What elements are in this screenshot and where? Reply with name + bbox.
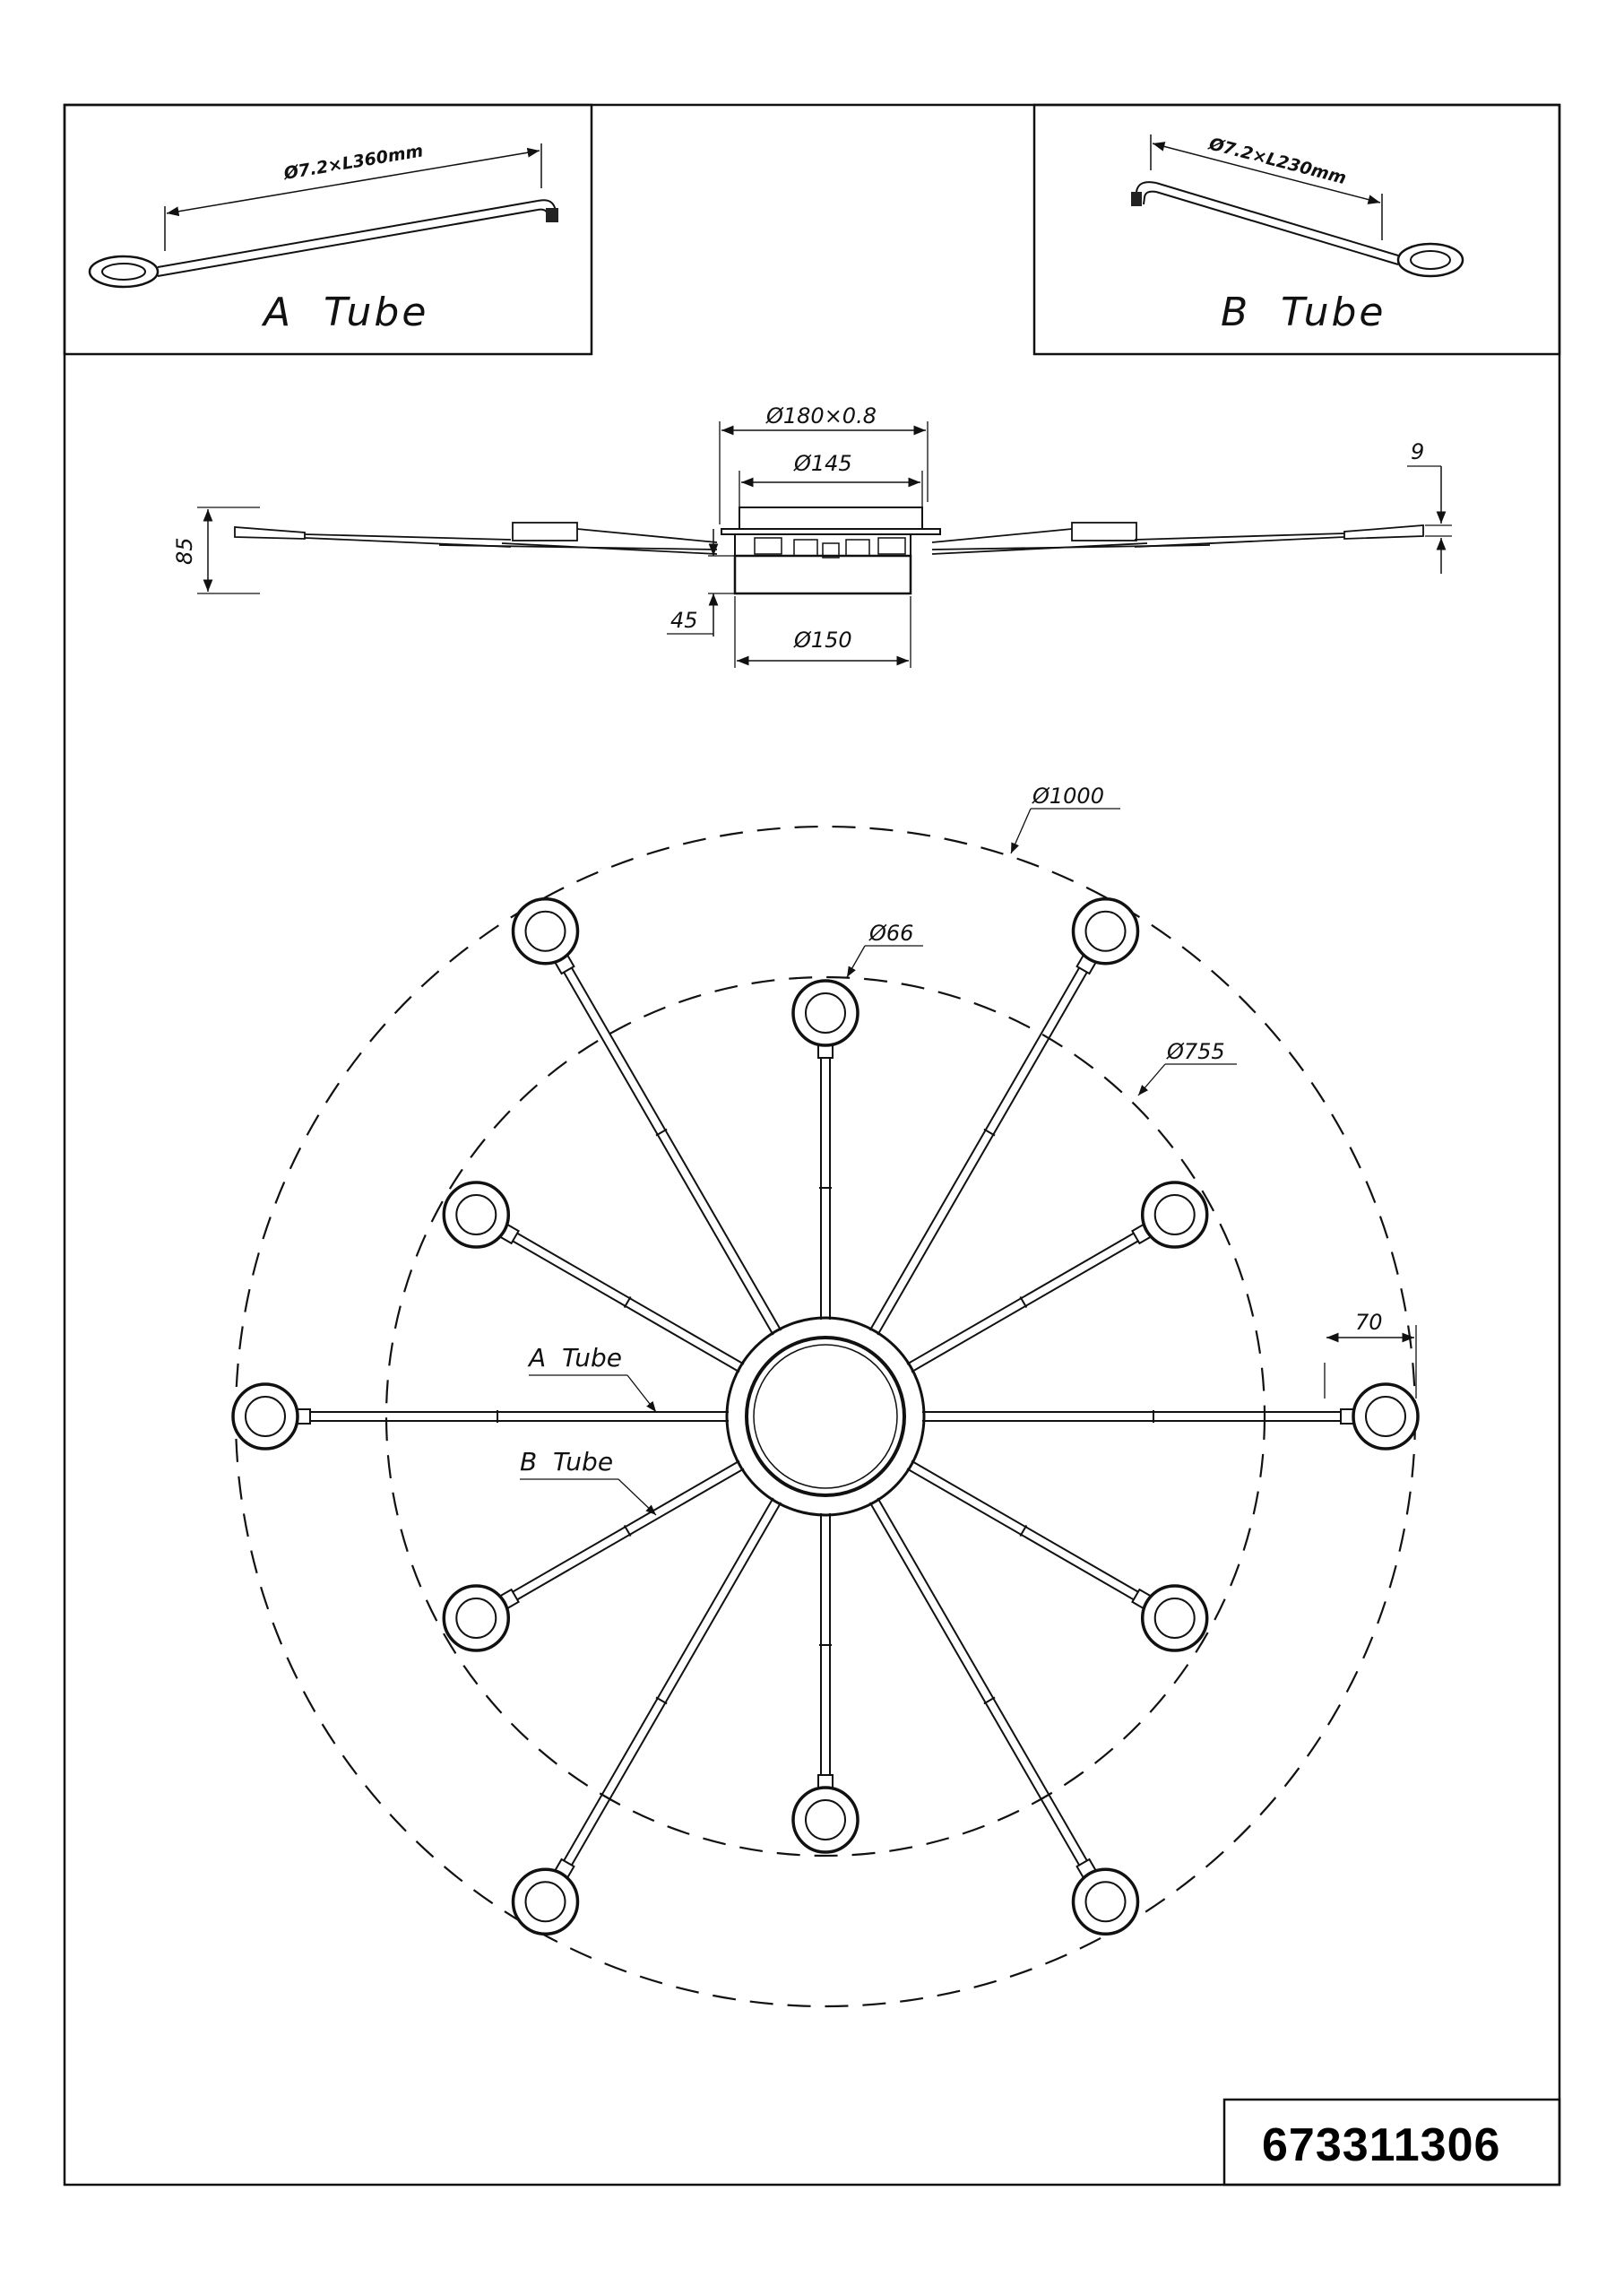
dim-plate: Ø180×0.8 xyxy=(766,403,877,429)
dim-inner-circle: Ø755 xyxy=(1167,1039,1225,1064)
inset-a-dimension: Ø7.2×L360mm xyxy=(282,141,425,184)
dim-base: Ø150 xyxy=(794,628,852,653)
inset-a-tube xyxy=(65,105,592,354)
part-number-box xyxy=(1224,2100,1559,2185)
dim-offset: 70 xyxy=(1355,1310,1383,1335)
light-ring-0 xyxy=(1353,1384,1418,1449)
part-number: 673311306 xyxy=(1262,2119,1501,2171)
arm-330 xyxy=(907,1461,1207,1650)
light-ring-330 xyxy=(1143,1586,1207,1650)
light-ring-270 xyxy=(793,1788,858,1852)
light-ring-180 xyxy=(233,1384,298,1449)
dim-tip: 9 xyxy=(1411,439,1425,464)
dim-ring: Ø66 xyxy=(869,921,914,946)
arm-300 xyxy=(870,1498,1138,1934)
arm-30 xyxy=(907,1182,1207,1372)
light-ring-90 xyxy=(793,981,858,1045)
top-view xyxy=(233,784,1418,2006)
light-ring-150 xyxy=(444,1182,508,1247)
inset-a-label: A Tube xyxy=(263,290,429,335)
arm-210 xyxy=(444,1461,744,1650)
inner-diameter-circle xyxy=(386,977,1265,1856)
light-ring-60 xyxy=(1074,899,1138,964)
arm-270 xyxy=(793,1513,858,1852)
inset-b-tube xyxy=(1034,105,1559,354)
arm-120 xyxy=(514,899,782,1335)
arm-0 xyxy=(922,1384,1418,1449)
light-ring-240 xyxy=(514,1869,578,1934)
inset-b-dimension: Ø7.2×L230mm xyxy=(1206,134,1349,189)
arm-180 xyxy=(233,1384,729,1449)
center-hub xyxy=(727,1318,924,1515)
arm-60 xyxy=(870,899,1138,1335)
dim-base-height: 45 xyxy=(670,608,698,633)
label-b-tube: B Tube xyxy=(520,1447,614,1477)
arm-240 xyxy=(514,1498,782,1934)
arm-90 xyxy=(793,981,858,1320)
side-view xyxy=(172,403,1452,668)
light-ring-210 xyxy=(444,1586,508,1650)
light-ring-30 xyxy=(1143,1182,1207,1247)
dim-height: 85 xyxy=(172,537,197,565)
light-ring-120 xyxy=(514,899,578,964)
inset-b-label: B Tube xyxy=(1221,290,1386,335)
label-a-tube: A Tube xyxy=(529,1343,622,1373)
light-ring-300 xyxy=(1074,1869,1138,1934)
dim-outer-circle: Ø1000 xyxy=(1032,784,1104,809)
dim-inner: Ø145 xyxy=(794,451,852,476)
arms xyxy=(233,899,1418,1935)
